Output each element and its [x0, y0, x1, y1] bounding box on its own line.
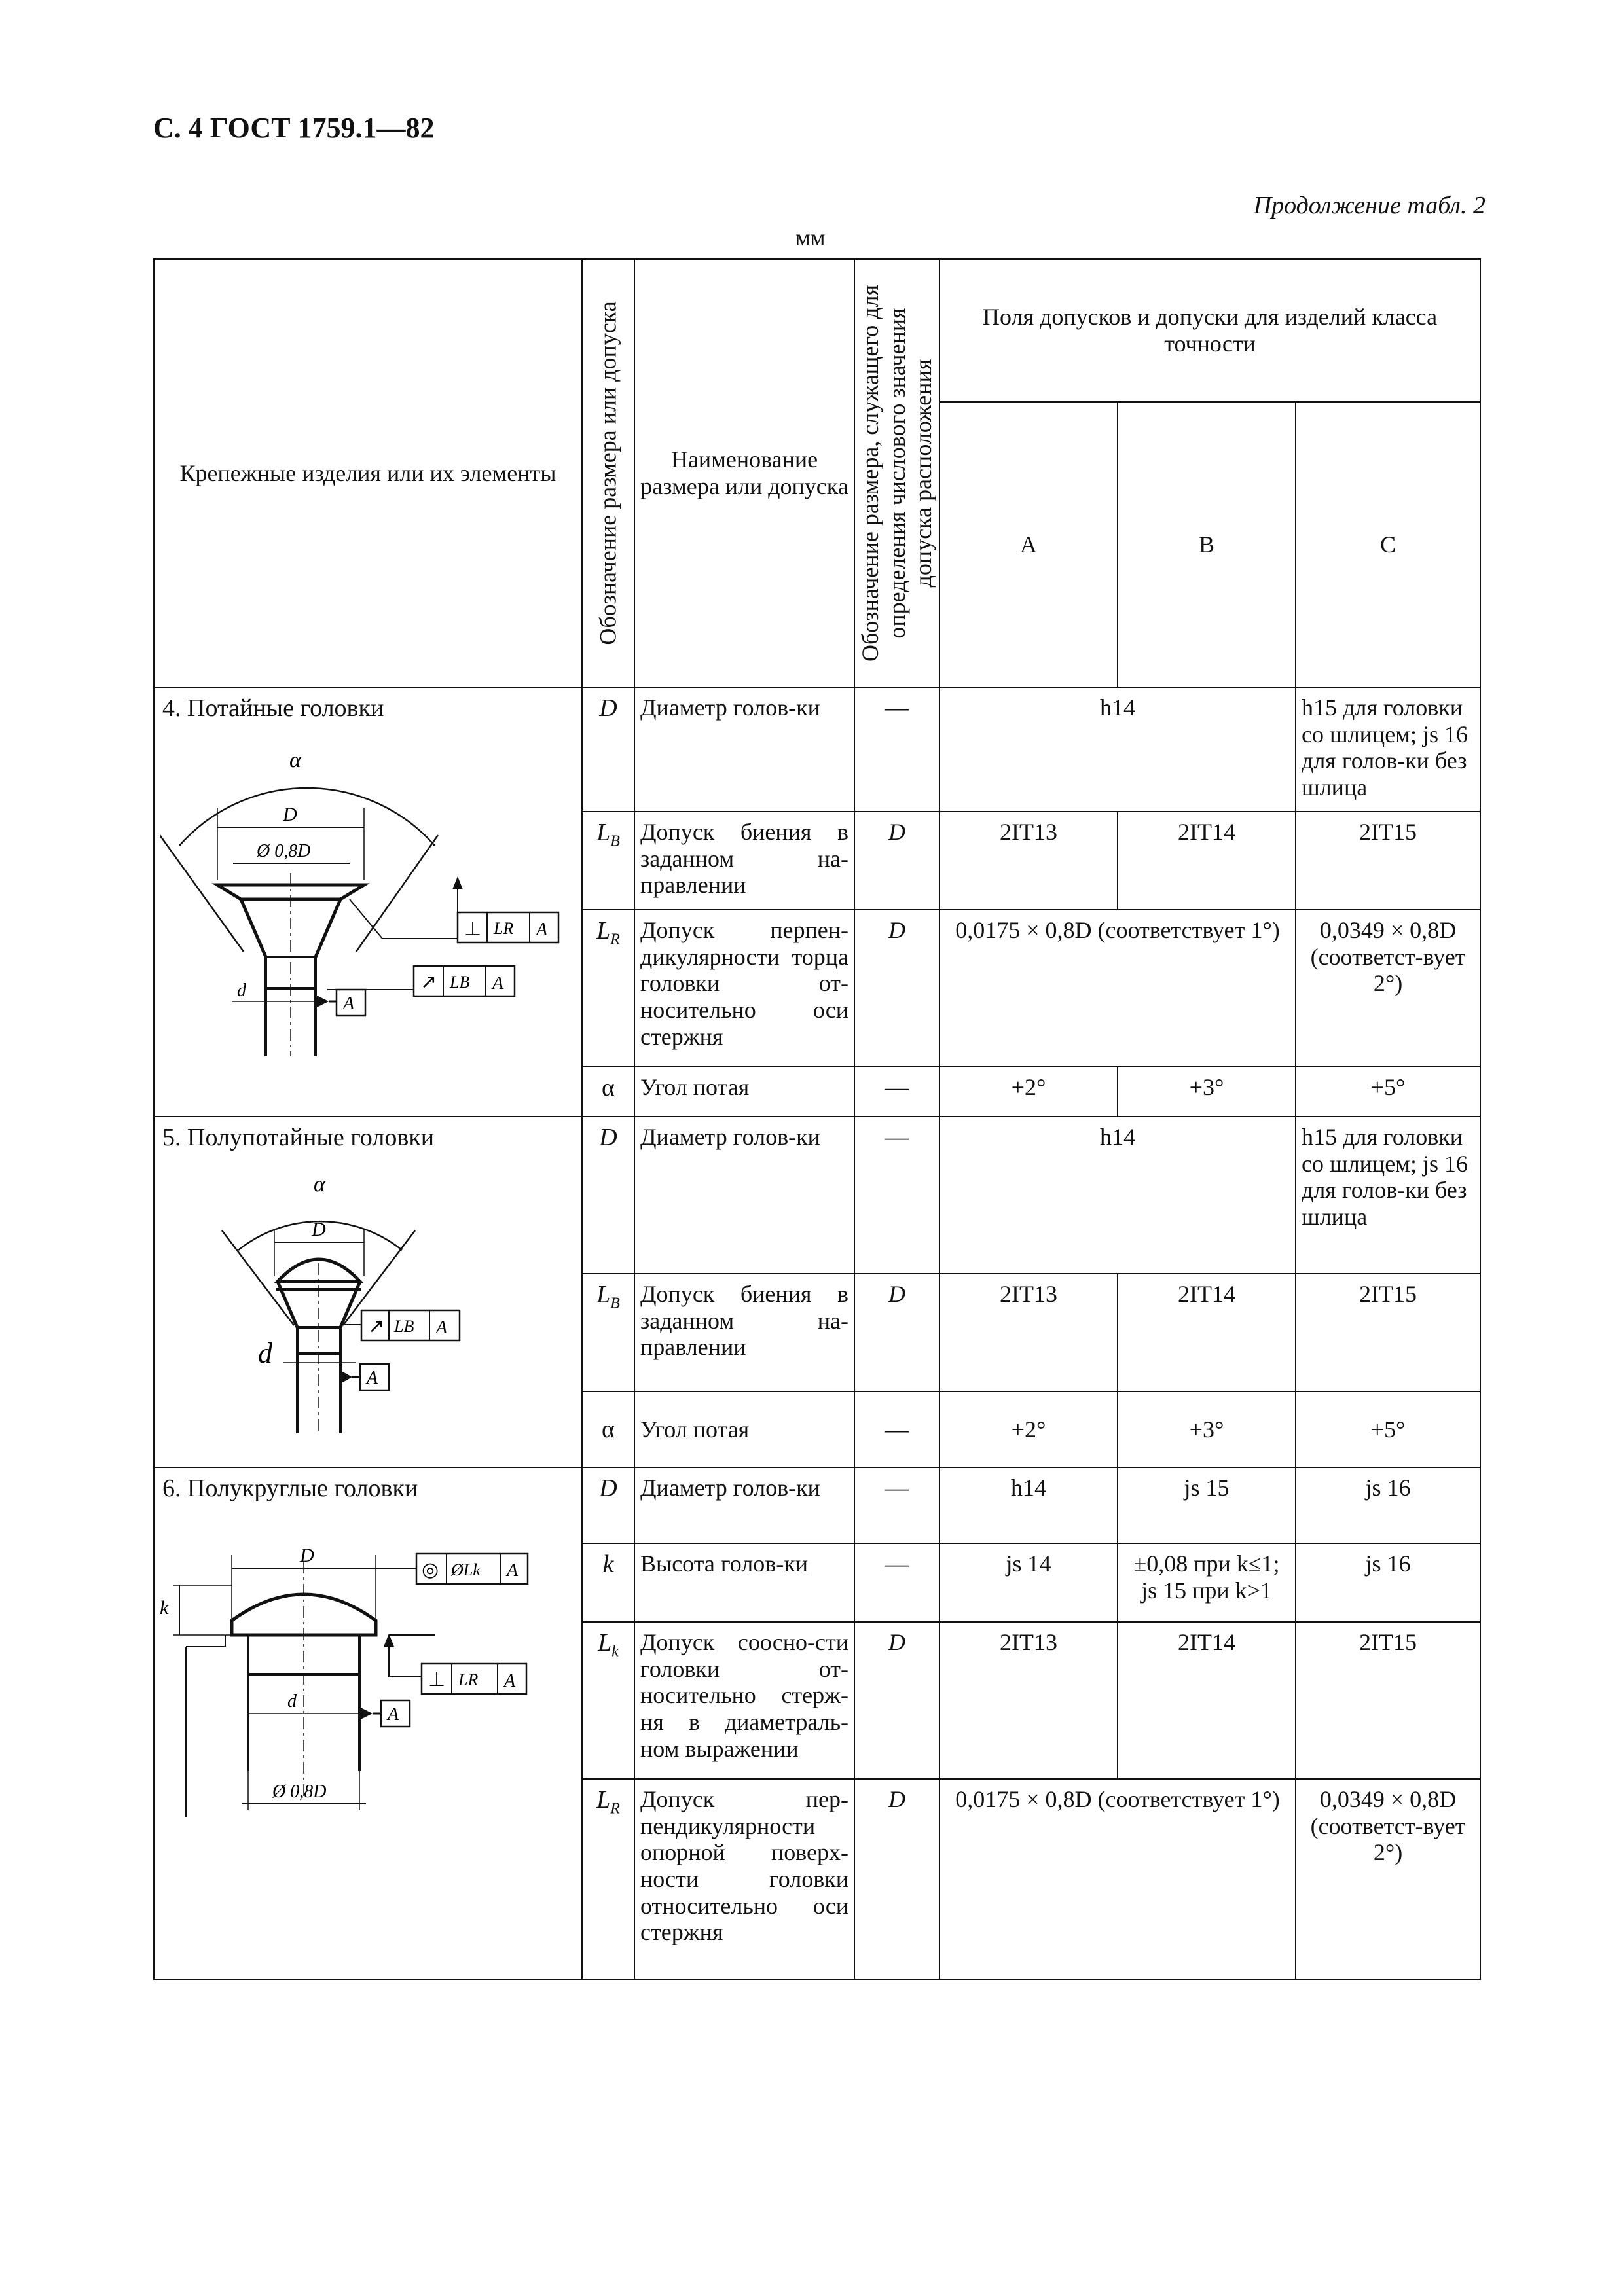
fig4-d08: Ø 0,8D — [257, 840, 311, 861]
value-c-cell: 2IT15 — [1296, 812, 1480, 910]
value-b-cell: +3° — [1118, 1391, 1296, 1467]
header-reference-text: Обозначение размера, служащего для определения числового значения допуска расположения — [856, 284, 937, 662]
sym-main: L — [596, 1281, 611, 1308]
fig6-d08: Ø 0,8D — [272, 1781, 327, 1802]
header-class-b: B — [1118, 402, 1296, 687]
value-ab-cell: 0,0175 × 0,8D (соответствует 1°) — [939, 910, 1296, 1067]
fig6-datum: A — [388, 1704, 399, 1725]
header-designation — [582, 259, 634, 688]
header-element: Крепежные изделия или их элементы — [154, 259, 582, 688]
page-header: С. 4 ГОСТ 1759.1—82 — [153, 112, 435, 144]
value-a-cell: js 14 — [939, 1543, 1118, 1622]
round-head-figure — [160, 1522, 566, 1850]
fig6-perp-symbol: ⊥ — [428, 1668, 446, 1691]
value-b-cell: +3° — [1118, 1067, 1296, 1117]
runout-frame — [414, 966, 515, 996]
name-cell: Допуск перпен-дикулярности торца головки от-носительно оси стержня — [634, 910, 854, 1067]
value-a-cell: +2° — [939, 1067, 1118, 1117]
value-b-cell: 2IT14 — [1118, 1622, 1296, 1779]
fig6-perp-lr: LR — [458, 1670, 479, 1689]
fig4-perp-datum: A — [536, 919, 548, 940]
ref-cell: D — [854, 910, 939, 1067]
fig5-d-big: D — [312, 1218, 326, 1240]
ref-cell: — — [854, 1117, 939, 1274]
section-4-cell — [154, 687, 582, 1117]
name-cell: Допуск биения в заданном на-правлении — [634, 1274, 854, 1391]
ref-cell: — — [854, 1391, 939, 1467]
fig6-coax-datum: A — [507, 1560, 519, 1581]
header-reference — [854, 259, 939, 688]
ref-cell: D — [854, 1622, 939, 1779]
fig5-alpha: α — [314, 1172, 325, 1196]
section-title: 6. Полукруглые головки — [162, 1475, 418, 1502]
ref-cell: D — [854, 1779, 939, 1979]
fig5-runout-symbol: ↗ — [368, 1315, 385, 1337]
sym-main: L — [596, 917, 611, 944]
fig6-d-small: d — [287, 1691, 297, 1712]
fig6-coax-lk: ØLk — [451, 1560, 481, 1579]
header-class-c: C — [1296, 402, 1480, 687]
fig4-perp-symbol: ⊥ — [464, 918, 482, 940]
value-a-cell: 2IT13 — [939, 1274, 1118, 1391]
fig4-runout-symbol: ↗ — [420, 971, 437, 993]
sym-cell: D — [582, 1467, 634, 1543]
sym-cell: α — [582, 1067, 634, 1117]
section-title: 5. Полупотайные головки — [162, 1124, 435, 1151]
name-cell: Угол потая — [634, 1391, 854, 1467]
fig4-runout-lb: LB — [450, 972, 470, 992]
ref-cell: — — [854, 1543, 939, 1622]
sym-sub: R — [610, 931, 620, 948]
value-a-cell: h14 — [939, 1467, 1118, 1543]
sym-main: L — [598, 1629, 612, 1657]
fig6-d-big: D — [300, 1544, 314, 1566]
value-b-cell: ±0,08 при k≤1; js 15 при k>1 — [1118, 1543, 1296, 1622]
fig4-alpha: α — [289, 747, 301, 772]
perpendicularity-frame — [458, 912, 558, 942]
sym-main: L — [596, 1786, 611, 1814]
sym-sub: B — [610, 1295, 620, 1312]
fig6-coax-symbol: ◎ — [422, 1558, 439, 1581]
sym-cell — [582, 812, 634, 910]
sym-cell — [582, 1622, 634, 1779]
name-cell: Угол потая — [634, 1067, 854, 1117]
sym-cell: α — [582, 1391, 634, 1467]
name-cell: Диаметр голов-ки — [634, 1117, 854, 1274]
value-b-cell: 2IT14 — [1118, 812, 1296, 910]
perpendicularity-frame — [422, 1664, 526, 1694]
fig5-runout-datum: A — [436, 1317, 448, 1338]
fig5-runout-lb: LB — [394, 1316, 414, 1336]
fig5-d-small: d — [258, 1336, 272, 1369]
value-c-cell: 2IT15 — [1296, 1274, 1480, 1391]
value-c-cell: 0,0349 × 0,8D (соответст-вует 2°) — [1296, 1779, 1480, 1979]
fig4-d-big: D — [283, 803, 297, 825]
coaxiality-frame — [416, 1554, 528, 1584]
sym-cell — [582, 1274, 634, 1391]
sym-cell: D — [582, 1117, 634, 1274]
value-c-cell: +5° — [1296, 1067, 1480, 1117]
sym-cell — [582, 1779, 634, 1979]
raised-countersunk-head-figure — [160, 1172, 500, 1433]
value-b-cell: js 15 — [1118, 1467, 1296, 1543]
fig6-k: k — [160, 1596, 169, 1619]
ref-cell: — — [854, 1067, 939, 1117]
header-tolerances: Поля допусков и допуски для изделий класса точности — [939, 259, 1480, 403]
value-c-cell: h15 для головки со шлицем; js 16 для голов-ки без шлица — [1296, 1117, 1480, 1274]
countersunk-head-figure — [160, 742, 579, 1056]
ref-cell: D — [854, 812, 939, 910]
value-c-cell: h15 для головки со шлицем; js 16 для голов-ки без шлица — [1296, 687, 1480, 812]
header-name: Наименование размера или допуска — [634, 259, 854, 688]
fig4-runout-datum: A — [492, 973, 504, 994]
name-cell: Диаметр голов-ки — [634, 1467, 854, 1543]
value-c-cell: 2IT15 — [1296, 1622, 1480, 1779]
name-cell: Диаметр голов-ки — [634, 687, 854, 812]
name-cell: Допуск биения в заданном на-правлении — [634, 812, 854, 910]
header-designation-text: Обозначение размера или допуска — [594, 301, 621, 645]
table-continuation-label: Продолжение табл. 2 — [1253, 192, 1486, 219]
fig4-datum: A — [343, 993, 355, 1014]
value-c-cell: 0,0349 × 0,8D (соответст-вует 2°) — [1296, 910, 1480, 1067]
section-5-cell — [154, 1117, 582, 1467]
value-ab-cell: h14 — [939, 687, 1296, 812]
name-cell: Допуск соосно-сти головки от-носительно стерж-ня в диаметраль-ном выражении — [634, 1622, 854, 1779]
sym-cell — [582, 910, 634, 1067]
section-6-cell — [154, 1467, 582, 1979]
value-ab-cell: 0,0175 × 0,8D (соответствует 1°) — [939, 1779, 1296, 1979]
sym-cell: D — [582, 687, 634, 812]
ref-cell: — — [854, 1467, 939, 1543]
sym-sub: R — [610, 1800, 620, 1818]
value-c-cell: js 16 — [1296, 1467, 1480, 1543]
value-b-cell: 2IT14 — [1118, 1274, 1296, 1391]
tolerance-table — [153, 258, 1481, 1980]
name-cell: Допуск пер-пендикулярности опорной поверх-ности головки относительно оси стержня — [634, 1779, 854, 1979]
ref-cell: D — [854, 1274, 939, 1391]
sym-sub: k — [611, 1643, 619, 1660]
sym-main: L — [596, 819, 611, 846]
fig5-datum: A — [367, 1367, 378, 1388]
fig4-perp-lr: LR — [494, 918, 514, 938]
name-cell: Высота голов-ки — [634, 1543, 854, 1622]
value-ab-cell: h14 — [939, 1117, 1296, 1274]
value-c-cell: js 16 — [1296, 1543, 1480, 1622]
sym-cell: k — [582, 1543, 634, 1622]
fig4-d-small: d — [237, 980, 246, 1001]
sym-sub: B — [610, 833, 620, 850]
value-a-cell: 2IT13 — [939, 812, 1118, 910]
fig6-perp-datum: A — [504, 1670, 516, 1691]
ref-cell: — — [854, 687, 939, 812]
units-label: мм — [795, 224, 826, 251]
value-c-cell: +5° — [1296, 1391, 1480, 1467]
runout-frame — [361, 1310, 460, 1340]
value-a-cell: 2IT13 — [939, 1622, 1118, 1779]
header-class-a: A — [939, 402, 1118, 687]
section-title: 4. Потайные головки — [162, 694, 384, 722]
value-a-cell: +2° — [939, 1391, 1118, 1467]
